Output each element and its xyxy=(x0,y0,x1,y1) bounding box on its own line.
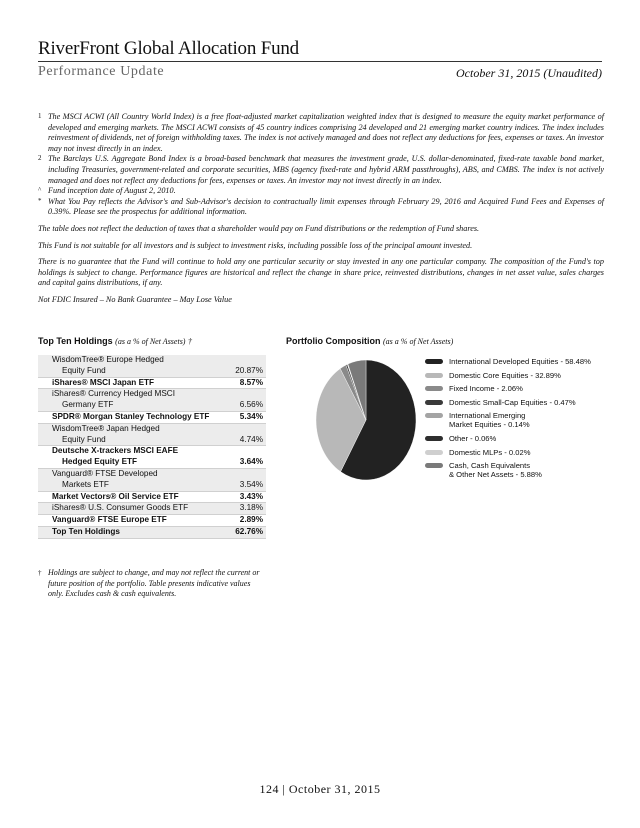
holding-value: 3.43% xyxy=(239,491,263,501)
holding-name: Vanguard® FTSE Developed xyxy=(52,468,158,478)
top-holdings-title: Top Ten Holdings xyxy=(38,336,113,346)
table-row xyxy=(38,377,266,389)
legend-item xyxy=(425,371,615,380)
legend-label: Domestic MLPs - 0.02% xyxy=(449,447,531,457)
holding-name: Deutsche X-trackers MSCI EAFE xyxy=(52,446,179,456)
legend-label-cont: & Other Net Assets - 5.88% xyxy=(449,470,542,480)
holding-value: 20.87% xyxy=(216,355,266,377)
holding-name: Market Vectors® Oil Service ETF xyxy=(52,491,179,501)
holding-name-cont: Hedged Equity ETF xyxy=(62,457,138,467)
holding-name: iShares® Currency Hedged MSCI xyxy=(52,389,175,399)
top-holdings-heading xyxy=(38,336,192,346)
holding-value: 2.89% xyxy=(239,515,263,525)
legend-item xyxy=(425,411,615,429)
portfolio-pie-chart xyxy=(314,358,418,482)
legend-label: Cash, Cash Equivalents xyxy=(449,461,531,471)
page-title: RiverFront Global Allocation Fund xyxy=(38,38,299,59)
footnotes-section xyxy=(38,112,604,306)
footnote-text: Fund inception date of August 2, 2010. xyxy=(48,186,176,196)
table-row xyxy=(38,491,266,503)
legend-swatch xyxy=(425,450,443,455)
legend-item xyxy=(425,448,615,457)
top-holdings-mark: † xyxy=(187,337,192,346)
footnote-2 xyxy=(38,154,604,186)
total-value: 62.76% xyxy=(216,526,266,538)
legend-label: Fixed Income - 2.06% xyxy=(449,384,523,394)
holding-value: 6.56% xyxy=(216,389,266,412)
holding-name-cont: Markets ETF xyxy=(62,479,109,489)
holding-value: 3.54% xyxy=(216,468,266,491)
holdings-note xyxy=(38,568,266,600)
table-row xyxy=(38,355,266,377)
holding-name-cont: Equity Fund xyxy=(62,365,106,375)
page-footer: 124 | October 31, 2015 xyxy=(259,782,381,796)
footnote-mark: * xyxy=(38,196,42,205)
footnote-mark: ^ xyxy=(38,186,42,195)
holding-name-cont: Germany ETF xyxy=(62,400,114,410)
legend-label: International Developed Equities - 58.48% xyxy=(449,357,591,366)
header-rule xyxy=(38,61,602,62)
page-subtitle: Performance Update xyxy=(38,64,165,79)
legend-label-cont: Market Equities - 0.14% xyxy=(449,420,530,430)
legend-item xyxy=(425,434,615,443)
legend-swatch xyxy=(425,359,443,364)
holding-value: 5.34% xyxy=(239,411,263,421)
holding-name: SPDR® Morgan Stanley Technology ETF xyxy=(52,411,210,421)
holding-name: Vanguard® FTSE Europe ETF xyxy=(52,515,167,525)
legend-item xyxy=(425,398,615,407)
top-holdings-subtitle: (as a % of Net Assets) xyxy=(115,337,186,346)
footnote-4 xyxy=(38,197,604,218)
holding-name: iShares® MSCI Japan ETF xyxy=(52,377,155,387)
portfolio-subtitle: (as a % of Net Assets) xyxy=(383,337,454,346)
tax-disclaimer: The table does not reflect the deduction of taxes that a shareholder would pay on Fund distributions or the redemption of Fund shares. xyxy=(38,223,480,233)
legend-item xyxy=(425,384,615,393)
footnote-text: The Barclays U.S. Aggregate Bond Index is a broad-based benchmark that measures the investment grade, U.S. dollar-denominated, fixed-rate taxable bond market, including Treasuries, government-related and corporate securities, MBS (agency fixed-rate and hybrid ARM passthroughs), ABS, and CMBS. The index is not actively managed and does not reflect any deductions for fees, expenses or taxes. An investor may not invest directly in an index. xyxy=(48,154,604,185)
table-row xyxy=(38,423,266,446)
footnote-3 xyxy=(38,186,604,197)
table-row xyxy=(38,411,266,423)
legend-swatch xyxy=(425,386,443,391)
table-row xyxy=(38,446,266,469)
footnote-mark: 1 xyxy=(38,112,42,120)
holding-name: iShares® U.S. Consumer Goods ETF xyxy=(38,503,216,515)
footnote-text: What You Pay reflects the Advisor's and Sub-Advisor's decision to contractually limit expenses through February 29, 2016 and Acquired Fund Fees and Expenses of 0.39%. Please see the prospectus for additional information. xyxy=(48,196,604,217)
table-total-row xyxy=(38,526,266,538)
table-row xyxy=(38,503,266,515)
holding-value: 4.74% xyxy=(216,423,266,446)
legend-swatch xyxy=(425,400,443,405)
footnote-mark: 2 xyxy=(38,154,42,163)
legend-swatch xyxy=(425,436,443,441)
holding-value: 3.64% xyxy=(239,457,263,467)
holdings-disclaimer: There is no guarantee that the Fund will continue to hold any one particular security or stay invested in any one particular company. The composition of the Fund's top holdings is subject to change. Performance figures are historical and reflect the change in share price, reinvested distributions, changes in net asset value, sales charges and capital gains distributions, if any. xyxy=(38,257,604,288)
legend-swatch xyxy=(425,413,443,418)
legend-label: Domestic Core Equities - 32.89% xyxy=(449,370,561,380)
holding-name: WisdomTree® Japan Hedged xyxy=(52,423,160,433)
risk-disclaimer: This Fund is not suitable for all investors and is subject to investment risks, including possible loss of the principal amount invested. xyxy=(38,240,473,250)
legend-swatch xyxy=(425,463,443,468)
holding-name: WisdomTree® Europe Hedged xyxy=(52,355,164,364)
portfolio-title: Portfolio Composition xyxy=(286,336,381,346)
portfolio-composition-heading xyxy=(286,336,453,346)
top-holdings-table xyxy=(38,355,266,539)
table-row xyxy=(38,468,266,491)
report-date: October 31, 2015 (Unaudited) xyxy=(456,66,602,80)
table-row xyxy=(38,515,266,527)
legend-label: Domestic Small-Cap Equities - 0.47% xyxy=(449,397,576,407)
legend-item xyxy=(425,357,615,366)
legend-swatch xyxy=(425,373,443,378)
total-label: Top Ten Holdings xyxy=(38,526,216,538)
footnote-1 xyxy=(38,112,604,154)
legend-item xyxy=(425,461,615,479)
holdings-note-mark: † xyxy=(38,569,42,577)
footnote-text: The MSCI ACWI (All Country World Index) is a free float-adjusted market capitalization weighted index that is designed to measure the equity market performance of developed and emerging markets. The MSCI ACWI consists of 45 country indices comprising 24 developed and 21 emerging market country indices. The index includes reinvestment of dividends, net of foreign withholding taxes. The index is not actively managed and does not reflect any deductions for fees, expenses or taxes. An investor may not invest directly in an index. xyxy=(48,112,604,153)
table-row xyxy=(38,389,266,412)
legend-label: International Emerging xyxy=(449,411,526,421)
legend-label: Other - 0.06% xyxy=(449,433,497,443)
holding-value: 8.57% xyxy=(239,377,263,387)
holding-value: 3.18% xyxy=(216,503,266,515)
fdic-disclaimer: Not FDIC Insured – No Bank Guarantee – May Lose Value xyxy=(38,294,232,304)
holdings-note-text: Holdings are subject to change, and may not reflect the current or future position of the portfolio. Table presents indicative values only. Excludes cash & cash equivalents. xyxy=(48,568,260,598)
chart-legend xyxy=(425,357,615,484)
holding-name-cont: Equity Fund xyxy=(62,434,106,444)
